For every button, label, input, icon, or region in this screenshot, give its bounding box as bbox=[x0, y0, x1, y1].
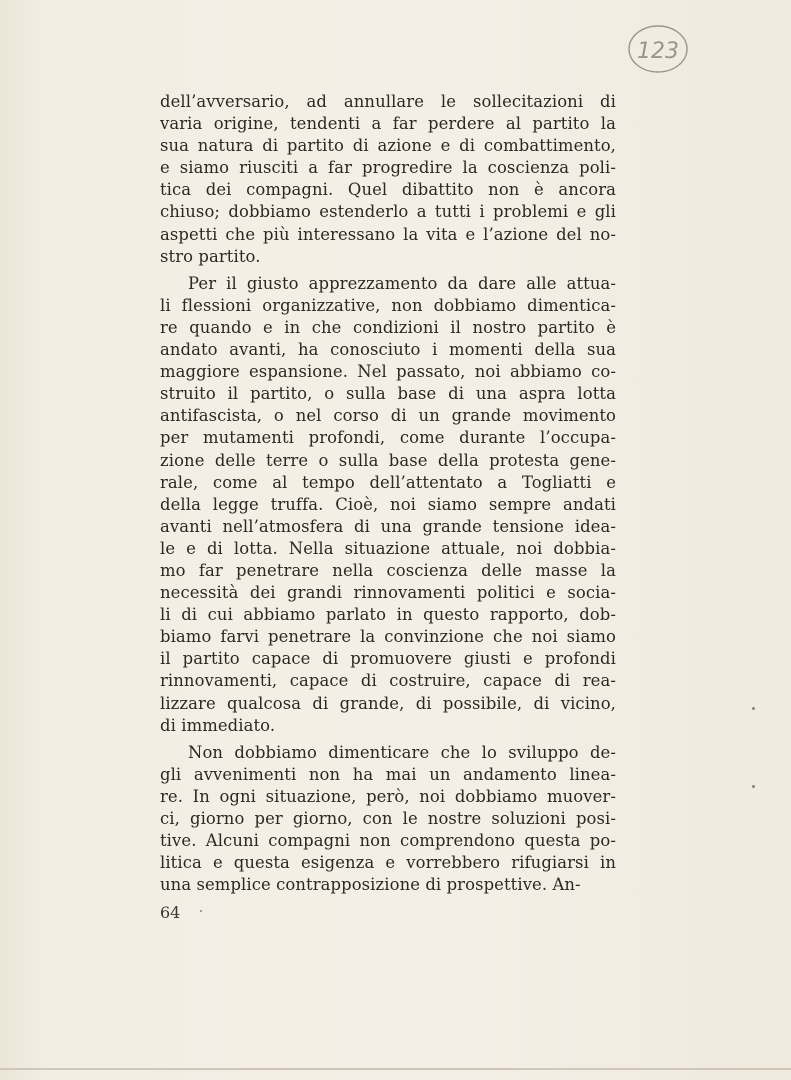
text-line: tica dei compagni. Quel dibattito non è ancora bbox=[160, 180, 616, 200]
text-line: avanti nell’atmosfera di una grande tensione idea- bbox=[160, 516, 616, 536]
paper-speck bbox=[200, 910, 202, 912]
text-line: biamo farvi penetrare la convinzione che noi siamo bbox=[160, 627, 616, 647]
text-line: e siamo riusciti a far progredire la coscienza poli- bbox=[160, 158, 616, 178]
text-line: della legge truffa. Cioè, noi siamo sempre andati bbox=[160, 494, 616, 514]
paper-speck bbox=[752, 707, 755, 710]
text-line: il partito capace di promuovere giusti e profondi bbox=[160, 649, 616, 669]
page-number: 64 bbox=[160, 903, 181, 922]
text-line: aspetti che più interessano la vita e l’azione del no- bbox=[160, 224, 616, 244]
text-line: Non dobbiamo dimenticare che lo sviluppo de- bbox=[188, 742, 616, 762]
text-line: li flessioni organizzative, non dobbiamo dimentica- bbox=[160, 295, 616, 315]
page-bottom-edge bbox=[0, 1068, 791, 1070]
text-line: re quando e in che condizioni il nostro partito è bbox=[160, 317, 616, 337]
text-line: le e di lotta. Nella situazione attuale, noi dobbia- bbox=[160, 538, 616, 558]
paragraph bbox=[160, 91, 616, 268]
text-line: varia origine, tendenti a far perdere al partito la bbox=[160, 114, 616, 134]
text-line: di immediato. bbox=[160, 715, 276, 735]
text-line: Per il giusto apprezzamento da dare alle attua- bbox=[188, 273, 616, 293]
paragraph bbox=[160, 742, 616, 897]
text-line: una semplice contrapposizione di prospettive. An- bbox=[160, 875, 581, 895]
archive-number-mark bbox=[622, 22, 692, 76]
text-line: struito il partito, o sulla base di una aspra lotta bbox=[160, 384, 616, 404]
text-line: mo far penetrare nella coscienza delle masse la bbox=[160, 560, 616, 580]
text-line: per mutamenti profondi, come durante l’occupa- bbox=[160, 428, 616, 448]
body-text bbox=[160, 91, 616, 896]
text-line: gli avvenimenti non ha mai un andamento linea- bbox=[160, 764, 616, 784]
paragraph bbox=[160, 273, 616, 737]
archive-mark-number: 123 bbox=[637, 39, 679, 64]
text-line: litica e questa esigenza e vorrebbero rifugiarsi in bbox=[160, 853, 616, 873]
text-line: rinnovamenti, capace di costruire, capace di rea- bbox=[160, 671, 616, 691]
text-line: ci, giorno per giorno, con le nostre soluzioni posi- bbox=[160, 809, 616, 828]
text-line: stro partito. bbox=[160, 246, 261, 266]
text-line: rale, come al tempo dell’attentato a Togliatti e bbox=[160, 472, 616, 492]
text-line: dell’avversario, ad annullare le sollecitazioni di bbox=[160, 92, 616, 111]
text-line: lizzare qualcosa di grande, di possibile, di vicino, bbox=[160, 693, 616, 713]
text-line: li di cui abbiamo parlato in questo rapporto, dob- bbox=[160, 605, 616, 625]
text-line: chiuso; dobbiamo estenderlo a tutti i problemi e gli bbox=[160, 202, 616, 222]
text-line: andato avanti, ha conosciuto i momenti della sua bbox=[160, 340, 616, 360]
text-line: sua natura di partito di azione e di combattimento, bbox=[160, 136, 616, 156]
text-line: re. In ogni situazione, però, noi dobbiamo muover- bbox=[160, 786, 616, 806]
paper-speck bbox=[752, 785, 755, 788]
text-line: necessità dei grandi rinnovamenti politici e socia- bbox=[160, 583, 616, 603]
text-line: zione delle terre o sulla base della protesta gene- bbox=[160, 450, 616, 470]
text-line: maggiore espansione. Nel passato, noi abbiamo co- bbox=[160, 362, 616, 382]
text-line: tive. Alcuni compagni non comprendono questa po- bbox=[160, 831, 616, 851]
text-line: antifascista, o nel corso di un grande movimento bbox=[160, 406, 616, 426]
